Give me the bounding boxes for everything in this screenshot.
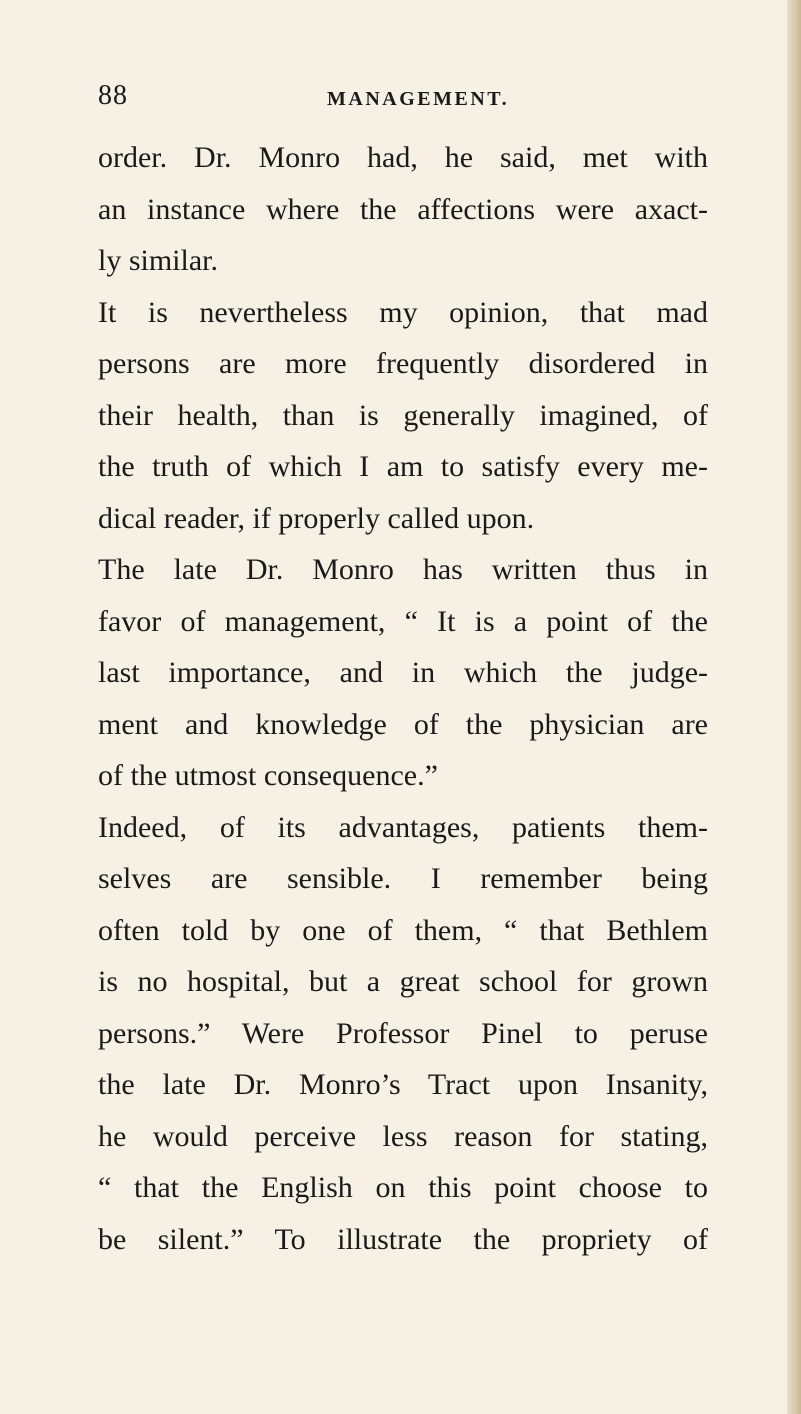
text-line: ment and knowledge of the physician are bbox=[98, 707, 708, 741]
text-line: the truth of which I am to satisfy every me- bbox=[98, 450, 708, 483]
text-line: dical reader, if properly called upon. bbox=[98, 501, 535, 535]
page-header bbox=[98, 80, 708, 120]
text-line: It is nevertheless my opinion, that mad bbox=[98, 295, 708, 329]
text-line: ly similar. bbox=[98, 244, 218, 277]
page-edge bbox=[787, 0, 801, 1414]
text-line: of the utmost consequence.” bbox=[98, 759, 438, 792]
body-text bbox=[98, 132, 708, 1265]
text-line: persons are more frequently disordered in bbox=[98, 347, 708, 380]
text-line: often told by one of them, “ that Bethlem bbox=[98, 913, 708, 947]
text-line: “ that the English on this point choose to bbox=[98, 1171, 708, 1204]
text-line: selves are sensible. I remember being bbox=[98, 862, 708, 895]
text-line: order. Dr. Monro had, he said, met with bbox=[98, 141, 708, 174]
text-line: Indeed, of its advantages, patients them- bbox=[98, 810, 708, 844]
text-line: favor of management, “ It is a point of the bbox=[98, 604, 708, 638]
text-line: persons.” Were Professor Pinel to peruse bbox=[98, 1016, 708, 1050]
page-number: 88 bbox=[98, 80, 128, 111]
text-line: is no hospital, but a great school for grown bbox=[98, 965, 708, 998]
text-line: last importance, and in which the judge- bbox=[98, 656, 708, 689]
running-head: MANAGEMENT. bbox=[327, 88, 510, 110]
text-line: he would perceive less reason for stating, bbox=[98, 1119, 708, 1153]
text-line: the late Dr. Monro’s Tract upon Insanity, bbox=[98, 1068, 708, 1101]
text-line: their health, than is generally imagined, of bbox=[98, 398, 708, 432]
text-line: be silent.” To illustrate the propriety of bbox=[98, 1222, 708, 1256]
text-line: The late Dr. Monro has written thus in bbox=[98, 553, 708, 586]
text-line: an instance where the affections were axact- bbox=[98, 192, 708, 226]
